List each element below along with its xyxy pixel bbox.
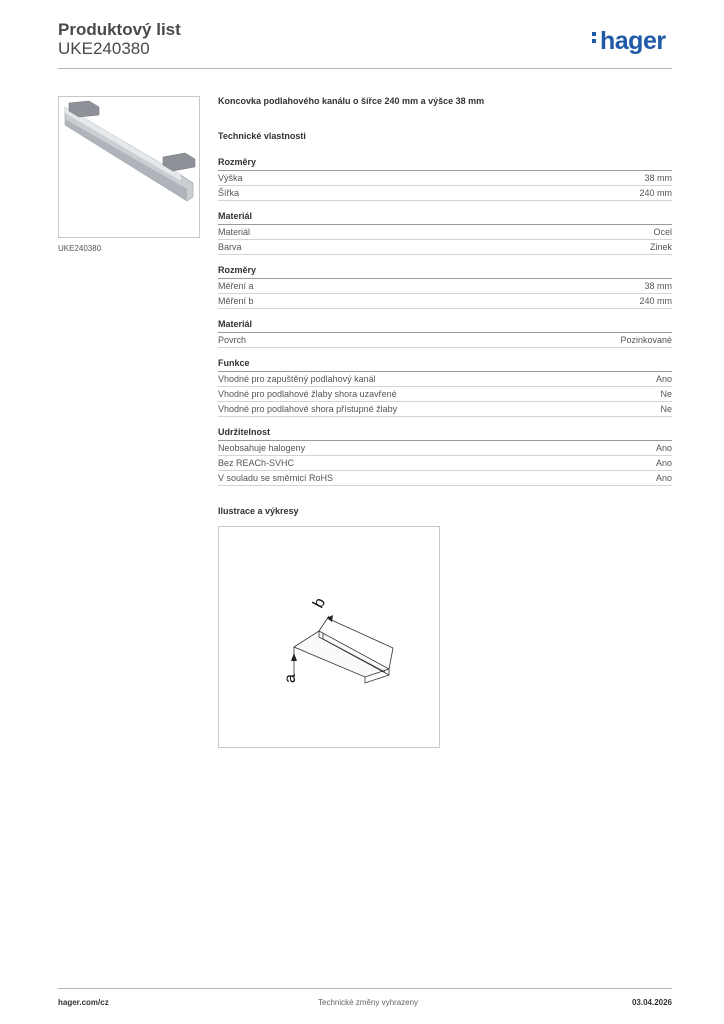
spec-groups [218,157,672,486]
spec-row [218,294,672,309]
footer-website-link[interactable]: hager.com/cz [58,998,109,1007]
spec-value: Pozinkované [620,335,672,345]
spec-label: Materiál [218,227,251,237]
product-code: UKE240380 [58,39,150,58]
spec-label: V souladu se směrnicí RoHS [218,473,334,483]
spec-row [218,225,672,240]
spec-value: 38 mm [644,281,672,291]
illustrations-heading: Ilustrace a výkresy [218,506,299,516]
hager-logo[interactable] [592,27,666,56]
drawing-label-a: a [282,674,299,683]
spec-value: Ano [655,443,672,453]
product-description: Koncovka podlahového kanálu o šířce 240 mm a výšce 38 mm [218,96,485,106]
spec-label: Šířka [218,188,240,198]
end-cap-product-icon [59,97,199,237]
spec-label: Vhodné pro podlahové žlaby shora uzavřené [218,389,397,399]
product-photo [58,96,200,238]
spec-row [218,171,672,186]
spec-row [218,372,672,387]
spec-group-title: Funkce [218,358,672,372]
spec-value: Ocel [653,227,672,237]
header-divider [58,68,672,69]
footer-date: 03.04.2026 [631,998,672,1007]
spec-row [218,240,672,255]
logo-dots-icon [592,29,597,46]
spec-value: Ne [660,389,672,399]
spec-value: Ano [655,374,672,384]
footer-notice: Technické změny vyhrazeny [318,998,419,1007]
spec-value: 38 mm [644,173,672,183]
spec-label: Vhodné pro zapuštěný podlahový kanál [218,374,376,384]
spec-label: Měření b [218,296,254,306]
spec-row [218,279,672,294]
spec-label: Měření a [218,281,254,291]
spec-label: Bez REACh-SVHC [218,458,295,468]
spec-row [218,456,672,471]
footer-divider [58,988,672,989]
spec-group-title: Materiál [218,319,672,333]
spec-group-title: Rozměry [218,265,672,279]
spec-label: Neobsahuje halogeny [218,443,306,453]
spec-value: Ano [655,458,672,468]
page-title: Produktový list [58,20,181,39]
spec-label: Barva [218,242,242,252]
technical-heading: Technické vlastnosti [218,131,306,141]
spec-value: Ne [660,404,672,414]
spec-value: Zinek [649,242,672,252]
spec-label: Výška [218,173,243,183]
spec-value: 240 mm [639,296,672,306]
spec-row [218,402,672,417]
photo-caption: UKE240380 [58,244,102,253]
spec-value: 240 mm [639,188,672,198]
spec-row [218,471,672,486]
technical-drawing [218,526,440,748]
spec-value: Ano [655,473,672,483]
drawing-label-b: b [310,595,330,611]
spec-row [218,441,672,456]
spec-content [218,96,672,748]
dimension-drawing-icon [219,527,439,747]
spec-row [218,186,672,201]
spec-label: Povrch [218,335,247,345]
spec-label: Vhodné pro podlahové shora přístupné žlaby [218,404,398,414]
logo-text: hager [600,27,666,55]
spec-row [218,387,672,402]
spec-row [218,333,672,348]
spec-group-title: Udržitelnost [218,427,672,441]
spec-group-title: Materiál [218,211,672,225]
spec-group-title: Rozměry [218,157,672,171]
